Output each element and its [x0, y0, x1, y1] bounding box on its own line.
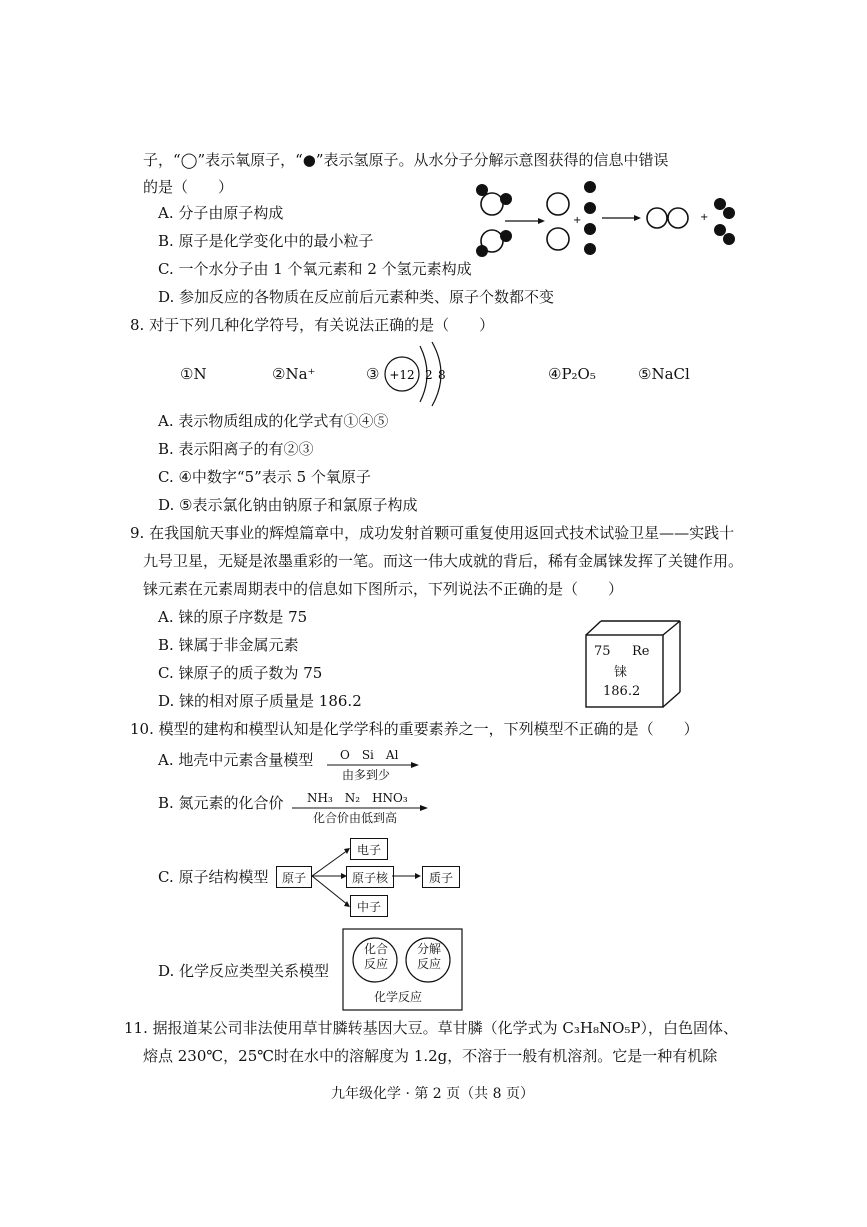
q8-option-d: D. ⑤表示氯化钠由钠原子和氯原子构成 — [158, 496, 418, 514]
q9-line1: 9. 在我国航天事业的辉煌篇章中，成功发射首颗可重复使用返回式技术试验卫星——实践十 — [130, 524, 735, 542]
q10-a-top-text: O Si Al — [340, 748, 399, 762]
shell-1-electrons: 2 — [425, 368, 433, 382]
combination-reaction-text: 化合 反应 — [363, 942, 388, 971]
q9-line2: 九号卫星，无疑是浓墨重彩的一笔。而这一伟大成就的背后，稀有金属铼发挥了关键作用。 — [143, 552, 744, 570]
nucleus-charge: +12 — [389, 368, 415, 382]
q7-option-a: A. 分子由原子构成 — [158, 204, 284, 222]
chemical-reaction-text: 化学反应 — [374, 990, 423, 1004]
q11-line1: 11. 据报道某公司非法使用草甘膦转基因大豆。草甘膦（化学式为 C₃H₈NO₅P），白色固体、 — [124, 1019, 739, 1037]
q10-option-d-label: D. 化学反应类型关系模型 — [158, 962, 330, 980]
shell-2-electrons: 8 — [438, 368, 446, 382]
element-name: 铼 — [614, 665, 628, 680]
q10-stem: 10. 模型的建构和模型认知是化学学科的重要素养之一，下列模型不正确的是（ ） — [130, 720, 699, 738]
q10-option-c-label: C. 原子结构模型 — [158, 868, 269, 886]
q8-option-c: C. ④中数字“5”表示 5 个氧原子 — [158, 468, 371, 486]
q8-symbol-2: ②Na⁺ — [272, 365, 316, 383]
q9-option-b: B. 铼属于非金属元素 — [158, 636, 299, 654]
q9-option-a: A. 铼的原子序数是 75 — [158, 608, 308, 626]
element-symbol: Re — [632, 644, 650, 659]
q10-a-bottom-text: 由多到少 — [342, 768, 391, 782]
decomposition-reaction-text: 分解 反应 — [416, 942, 441, 971]
q10-b-bottom-text: 化合价由低到高 — [313, 811, 398, 825]
q10-b-top-text: NH₃ N₂ HNO₃ — [307, 791, 408, 805]
q7-option-c: C. 一个水分子由 1 个氧元素和 2 个氢元素构成 — [158, 260, 472, 278]
q9-option-d: D. 铼的相对原子质量是 186.2 — [158, 692, 362, 710]
atom-structure-arrows — [300, 835, 500, 925]
plus-sign-1: + — [573, 215, 582, 226]
q11-line2: 熔点 230℃，25℃时在水中的溶解度为 1.2g，不溶于一般有机溶剂。它是一种有机除 — [143, 1047, 718, 1065]
q8-option-a: A. 表示物质组成的化学式有①④⑤ — [158, 412, 389, 430]
q8-symbol-4: ④P₂O₅ — [548, 365, 596, 383]
electron-box: 电子 — [350, 838, 388, 860]
water-decomposition-diagram — [470, 178, 750, 268]
element-mass: 186.2 — [603, 684, 641, 699]
atom-structure-diagram — [380, 340, 460, 410]
q10-option-b-label: B. 氮元素的化合价 — [158, 794, 284, 812]
q8-symbol-1: ①N — [180, 365, 207, 383]
q10-option-a-label: A. 地壳中元素含量模型 — [158, 751, 314, 769]
q7-option-b: B. 原子是化学变化中的最小粒子 — [158, 232, 374, 250]
q7-intro-line1: 子，“◯”表示氧原子，“●”表示氢原子。从水分子分解示意图获得的信息中错误 — [143, 151, 669, 169]
q8-symbol-5: ⑤NaCl — [638, 365, 690, 383]
q7-option-d: D. 参加反应的各物质在反应前后元素种类、原子个数都不变 — [158, 288, 555, 306]
q8-stem: 8. 对于下列几种化学符号，有关说法正确的是（ ） — [130, 316, 495, 334]
plus-sign-2: + — [700, 212, 709, 223]
q7-intro-line2: 的是（ ） — [143, 178, 234, 196]
proton-box: 质子 — [422, 866, 460, 888]
q8-option-b: B. 表示阳离子的有②③ — [158, 440, 314, 458]
q8-symbol-3-label: ③ — [366, 365, 380, 383]
page-footer: 九年级化学 · 第 2 页（共 8 页） — [331, 1086, 534, 1102]
neutron-box: 中子 — [350, 895, 388, 917]
element-atomic-number: 75 — [594, 644, 611, 659]
atom-box: 原子 — [276, 866, 312, 888]
q9-line3: 铼元素在元素周期表中的信息如下图所示，下列说法不正确的是（ ） — [143, 580, 624, 598]
q9-option-c: C. 铼原子的质子数为 75 — [158, 664, 323, 682]
nucleus-box: 原子核 — [346, 866, 394, 888]
